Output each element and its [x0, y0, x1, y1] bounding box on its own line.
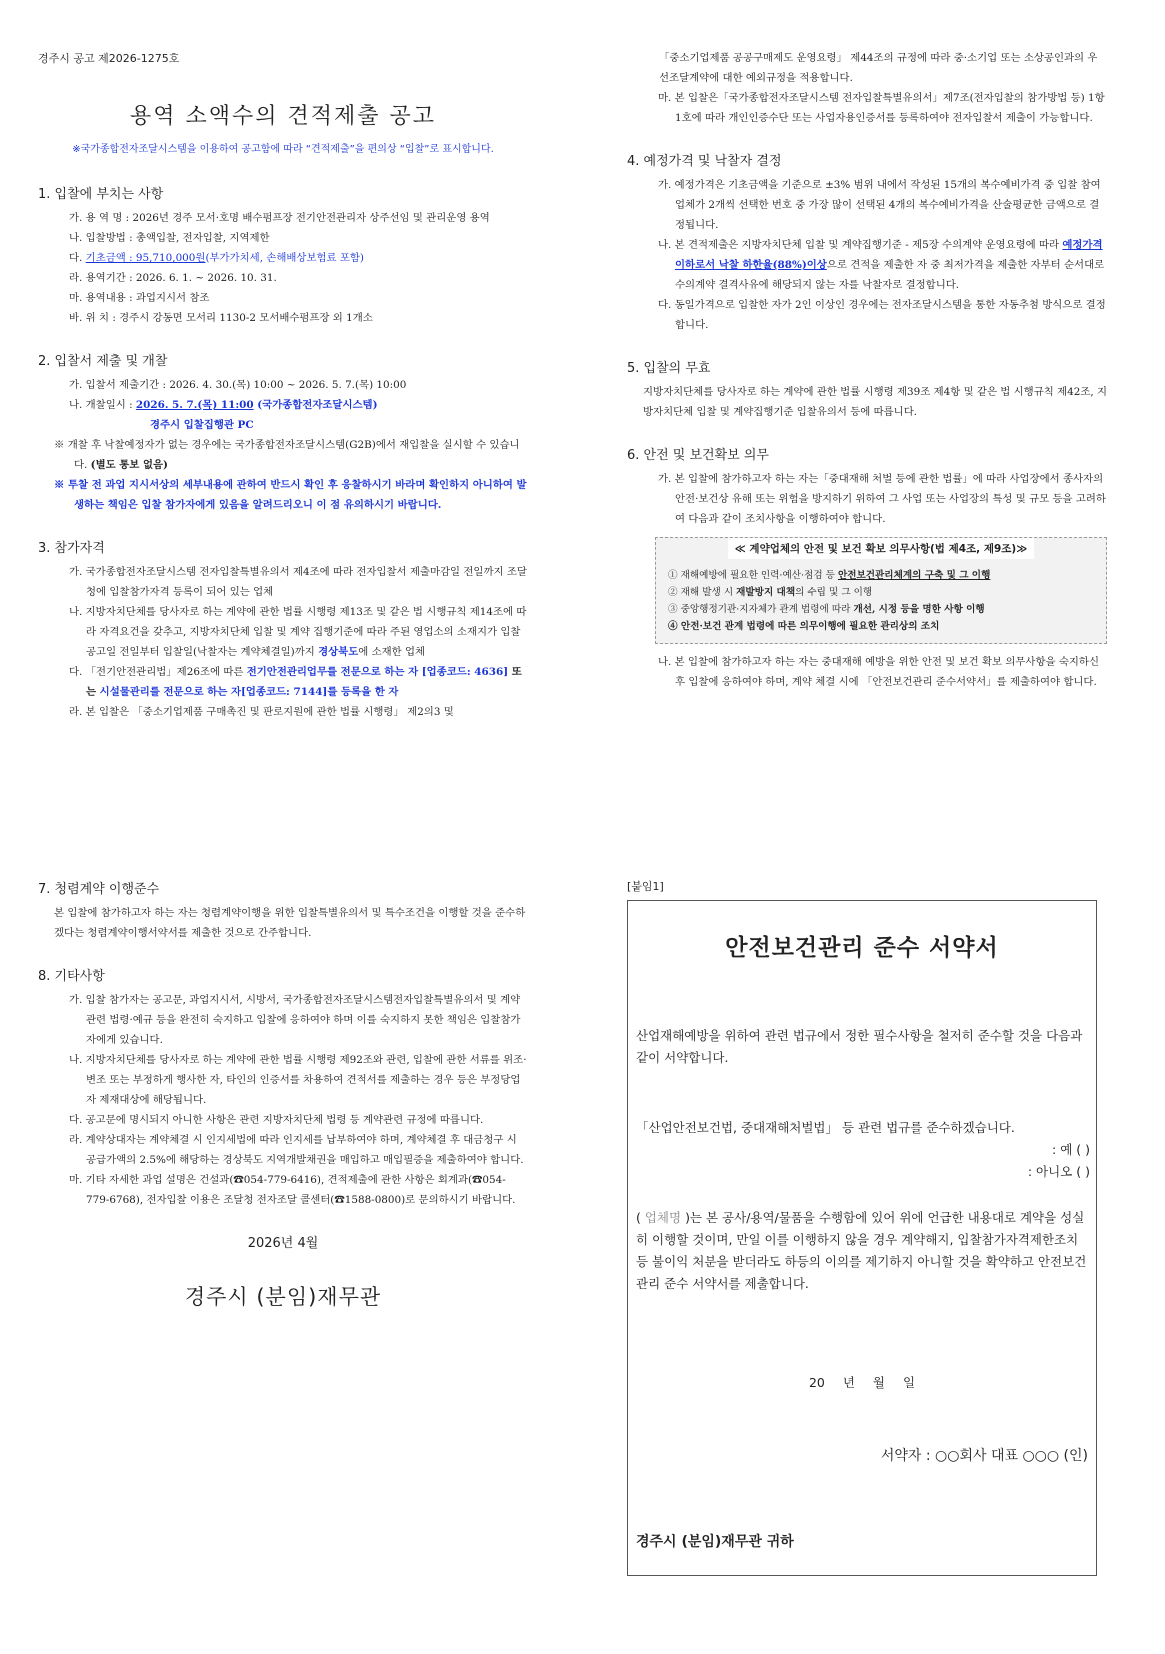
section-3: [38, 537, 528, 722]
s4-item-da: 다. 동일가격으로 입찰한 자가 2인 이상인 경우에는 전자조달시스템을 통한 자동추첨 방식으로 결정합니다.: [658, 299, 1106, 331]
opening-date: 2026. 5. 7.(목) 11:00: [135, 399, 254, 411]
s3-da-code-2: 시설물관리를 전문으로 하는 자[업종코드: 7144]를 등록을 한 자: [99, 686, 399, 698]
s1-item-ga: 가. 용 역 명 : 2026년 경주 모서·호명 배수펌프장 전기안전관리자 상주선임 및 관리운영 용역: [69, 212, 490, 224]
pledge-form: [627, 900, 1097, 1576]
notice-number: 경주시 공고 제2026-1275호: [38, 52, 180, 65]
pledge-open-paren: (: [636, 1210, 645, 1225]
s4-na-lower-limit: 예정가격 이하로서 낙찰 하한율(88%)이상: [675, 239, 1103, 271]
section-1-heading: 1. 입찰에 부치는 사항: [38, 187, 164, 202]
s1-da-prefix: 다.: [69, 252, 86, 264]
s4-na-tail: 으로 견적을 제출한 자 중 최저가격을 제출한 자부터 순서대로 수의계약 결격사유에 해당되지 않는 자를 낙찰자로 결정합니다.: [675, 259, 1105, 291]
section-8: [38, 965, 528, 1210]
section-7-heading: 7. 청렴계약 이행준수: [38, 882, 160, 897]
pledge-yes-option[interactable]: : 예 ( ): [1052, 1142, 1090, 1157]
s2-note-rebid-text: ※ 개찰 후 낙찰예정자가 없는 경우에는 국가종합전자조달시스템(G2B)에서 재입찰을 실시할 수 있습니다.: [54, 439, 520, 471]
s2-note-rebid: [38, 435, 528, 475]
s1-item-ra: 라. 용역기간 : 2026. 6. 1. ~ 2026. 10. 31.: [69, 272, 277, 284]
s3-da-code-1: 전기안전관리업무를 전문으로 하는 자 [업종코드: 4636]: [246, 666, 509, 678]
s1-item-da: [54, 248, 528, 268]
s3-da-text: 다. 「전기안전관리법」제26조에 따른: [69, 666, 247, 678]
notice-title: 용역 소액수의 견적제출 공고: [129, 104, 436, 129]
s3-item-ga: 가. 국가종합전자조달시스템 전자입찰특별유의서 제4조에 따라 전자입찰서 제출마감일 전일까지 조달청에 입찰참가자격 등록이 되어 있는 업체: [69, 566, 527, 598]
section-7: [38, 878, 528, 943]
section-1: [38, 183, 528, 328]
s2-item-ga: 가. 입찰서 제출기간 : 2026. 4. 30.(목) 10:00 ~ 2026. 5. 7.(목) 10:00: [69, 379, 407, 391]
s8-item-ga: 가. 입찰 참가자는 공고문, 과업지시서, 시방서, 국가종합전자조달시스템전자입찰특별유의서 및 계약 관련 법령·예규 등을 완전히 숙지하고 입찰에 응하여야 하며 이를 숙지하지 못한 책임은 입찰참가자에게 있습니다.: [69, 994, 521, 1046]
s3-item-na: [54, 602, 528, 662]
duty-item-4: ④ 안전·보건 관계 법령에 따른 의무이행에 필요한 관리상의 조치: [668, 621, 940, 632]
s1-item-ma: 마. 용역내용 : 과업지시서 참조: [69, 292, 210, 304]
section-3-continued: [627, 48, 1107, 128]
s3-item-da: [54, 662, 528, 702]
s8-item-ma: 마. 기타 자세한 과업 설명은 건설과(☎054-779-6416), 견적제출에 관한 사항은 회계과(☎054-779-6768), 전자입찰 이용은 조달청 전자조달 콜센터(☎1588-0800)로 문의하시기 바랍니다.: [69, 1174, 516, 1206]
pledge-intro: 산업재해예방을 위하여 관련 법규에서 정한 필수사항을 철저히 준수할 것을 다음과 같이 서약합니다.: [636, 1028, 1083, 1065]
duty-3-text: ③ 중앙행정기관·지자체가 관계 법령에 따라: [668, 604, 854, 615]
section-2: [38, 350, 528, 515]
s4-item-ga: 가. 예정가격은 기초금액을 기준으로 ±3% 범위 내에서 작성된 15개의 복수예비가격 중 입찰 참여 업체가 2개씩 선택한 번호 중 가장 많이 선택된 4개의 복수예비가격을 산술평균한 금액으로 결정됩니다.: [658, 179, 1101, 231]
s3-na-region: 경상북도: [318, 646, 359, 658]
pledge-no-option[interactable]: : 아니오 ( ): [1027, 1164, 1090, 1179]
notice-issuer: 경주시 (분임)재무관: [184, 1285, 382, 1309]
opening-system: (국가종합전자조달시스템): [253, 399, 378, 411]
s7-body: 본 입찰에 참가하고자 하는 자는 청렴계약이행을 위한 입찰특별유의서 및 특수조건을 이행할 것을 준수하겠다는 청렴계약이행서약서를 제출한 것으로 간주합니다.: [54, 907, 526, 939]
duty-1-text: ① 재해예방에 필요한 인력·예산·점검 등: [668, 570, 838, 581]
s8-item-da: 다. 공고문에 명시되지 아니한 사항은 관련 지방자치단체 법령 등 계약관련 규정에 따릅니다.: [69, 1114, 484, 1126]
section-3-heading: 3. 참가자격: [38, 541, 105, 556]
s3-item-ra: 라. 본 입찰은 「중소기업제품 구매촉진 및 판로지원에 관한 법률 시행령」 제2의3 및: [69, 706, 454, 718]
s2-note-rebid-bold: (별도 통보 없음): [90, 459, 168, 471]
pledge-addressee: 경주시 (분임)재무관 귀하: [636, 1534, 794, 1550]
s3-item-ma: 마. 본 입찰은「국가종합전자조달시스템 전자입찰특별유의서」제7조(전자입찰의 참가방법 등) 1항 1호에 따라 개인인증수단 또는 사업자용인증서를 등록하여야 전자입찰서 제출이 가능합니다.: [658, 92, 1105, 124]
s6-item-ga: 가. 본 입찰에 참가하고자 하는 자는「중대재해 처벌 등에 관한 법률」에 따라 사업장에서 종사자의 안전·보건상 유해 또는 위험을 방지하기 위하여 그 사업 또는 사업장의 특성 및 규모 등을 고려하여 다음과 같이 조치사항을 이행하여야 합니다.: [658, 473, 1106, 525]
section-5-heading: 5. 입찰의 무효: [627, 361, 711, 376]
section-6: [627, 444, 1107, 692]
s1-item-na: 나. 입찰방법 : 총액입찰, 전자입찰, 지역제한: [69, 232, 270, 244]
section-4-heading: 4. 예정가격 및 낙찰자 결정: [627, 154, 782, 169]
base-amount: 기초금액 : 95,710,000원: [85, 252, 206, 264]
duty-2-text: ② 재해 발생 시: [668, 587, 737, 598]
s3-na-text: 나. 지방자치단체를 당사자로 하는 계약에 관한 법률 시행령 제13조 및 같은 법 시행규칙 제14조에 따라 자격요건을 갖추고, 지방자치단체 입찰 및 계약 집행기준에 따라 주된 영업소의 소재지가 입찰공고일 전일부터 입찰일(낙찰자는 계약체결일)까지: [69, 606, 527, 658]
s4-item-na: [643, 235, 1107, 295]
company-name-field[interactable]: 업체명: [644, 1210, 682, 1225]
duty-item-2: [668, 584, 1094, 601]
s1-item-ba: 바. 위 치 : 경주시 강동면 모서리 1130-2 모서배수펌프장 외 1개소: [69, 312, 373, 324]
s2-note-warning: ※ 투찰 전 과업 지시서상의 세부내용에 관하여 반드시 확인 후 응찰하시기 바라며 확인하지 아니하여 발생하는 책임은 입찰 참가자에게 있음을 알려드리오니 이 점 유의하시기 바랍니다.: [54, 479, 527, 511]
s3-da-or: 또는: [86, 666, 522, 698]
notice-page-3: [38, 878, 528, 1311]
notice-date: 2026년 4월: [247, 1236, 319, 1251]
opening-place: 경주시 입찰집행관 PC: [150, 419, 254, 431]
s5-body: 지방자치단체를 당사자로 하는 계약에 관한 법률 시행령 제39조 제4항 및 같은 법 시행규칙 제42조, 지방자치단체 입찰 및 계약집행기준 입찰유의서 등에 따릅니다.: [643, 386, 1108, 418]
notice-page-2: [627, 48, 1107, 714]
s8-item-na: 나. 지방자치단체를 당사자로 하는 계약에 관한 법률 시행령 제92조와 관련, 입찰에 관한 서류를 위조·변조 또는 부정하게 행사한 자, 타인의 인증서를 차용하여 견적서를 제출하는 경우 등은 부정당업자 제재대상에 해당됩니다.: [69, 1054, 527, 1106]
pledge-form-page: [627, 878, 1107, 1576]
s2-item-na: [54, 395, 528, 415]
section-6-heading: 6. 안전 및 보건확보 의무: [627, 448, 769, 463]
section-4: [627, 150, 1107, 335]
pledge-form-title: 안전보건관리 준수 서약서: [725, 935, 999, 961]
s6-item-na: 나. 본 입찰에 참가하고자 하는 자는 중대재해 예방을 위한 안전 및 보건 확보 의무사항을 숙지하신 후 입찰에 응하여야 하며, 계약 체결 시에 「안전보건관리 준수서약서」를 제출하여야 합니다.: [658, 656, 1099, 688]
notice-page-1: [38, 50, 528, 744]
pledge-statement: [636, 1207, 1090, 1295]
base-amount-note: (부가가치세, 손해배상보험료 포함): [205, 252, 364, 264]
section-8-heading: 8. 기타사항: [38, 969, 105, 984]
duty-item-3: [668, 601, 1094, 618]
pledge-date[interactable]: 20 년 월 일: [808, 1375, 916, 1390]
section-5: [627, 357, 1107, 422]
s2-na-prefix: 나. 개찰일시 :: [69, 399, 136, 411]
s3-na-tail: 에 소재한 업체: [358, 646, 426, 658]
section-2-heading: 2. 입찰서 제출 및 개찰: [38, 354, 168, 369]
notice-subnote: ※국가종합전자조달시스템을 이용하여 공고함에 따라 “견적제출”을 편의상 “입찰”로 표시합니다.: [72, 144, 494, 155]
s4-na-text: 나. 본 견적제출은 지방자치단체 입찰 및 계약집행기준 - 제5장 수의계약 운영요령에 따라: [658, 239, 1063, 251]
s8-item-ra: 라. 계약상대자는 계약체결 시 인지세법에 따라 인지세를 납부하여야 하며, 계약체결 후 대금청구 시 공급가액의 2.5%에 해당하는 경상북도 지역개발채권을 매입하고 매입필증을 제출하여야 합니다.: [69, 1134, 524, 1166]
duty-3-bold: 개선, 시정 등을 명한 사항 이행: [853, 604, 985, 615]
pledge-compliance: 「산업안전보건법, 중대재해처벌법」 등 관련 법규를 준수하겠습니다.: [636, 1120, 1015, 1135]
duty-2-tail: 의 수립 및 그 이행: [795, 587, 873, 598]
attachment-label: [붙임1]: [627, 880, 664, 893]
duty-1-bold: 안전보건관리체계의 구축 및 그 이행: [837, 570, 991, 581]
pledge-statement-text: )는 본 공사/용역/물품을 수행함에 있어 위에 언급한 내용대로 계약을 성실히 이행할 것이며, 만일 이를 이행하지 않을 경우 계약해지, 입찰참가자격제한조치 등 불이익 처분을 받더라도 하등의 이의를 제기하지 아니할 것을 확약하고 안전보건관리 준수 서약서를 제출합니다.: [636, 1210, 1087, 1291]
duty-item-1: [668, 567, 1094, 584]
s3-ra-continued: 「중소기업제품 공공구매제도 운영요령」 제44조의 규정에 따라 중·소기업 또는 소상공인과의 우선조달계약에 대한 예외규정을 적용합니다.: [659, 52, 1098, 84]
duty-box: [655, 537, 1107, 644]
pledge-signer: 서약자 : ○○회사 대표 ○○○ (인): [880, 1448, 1088, 1464]
duty-2-bold: 재발방지 대책: [736, 587, 796, 598]
duty-box-title: ≪ 계약업체의 안전 및 보건 확보 의무사항(법 제4조, 제9조)≫: [728, 538, 1034, 559]
